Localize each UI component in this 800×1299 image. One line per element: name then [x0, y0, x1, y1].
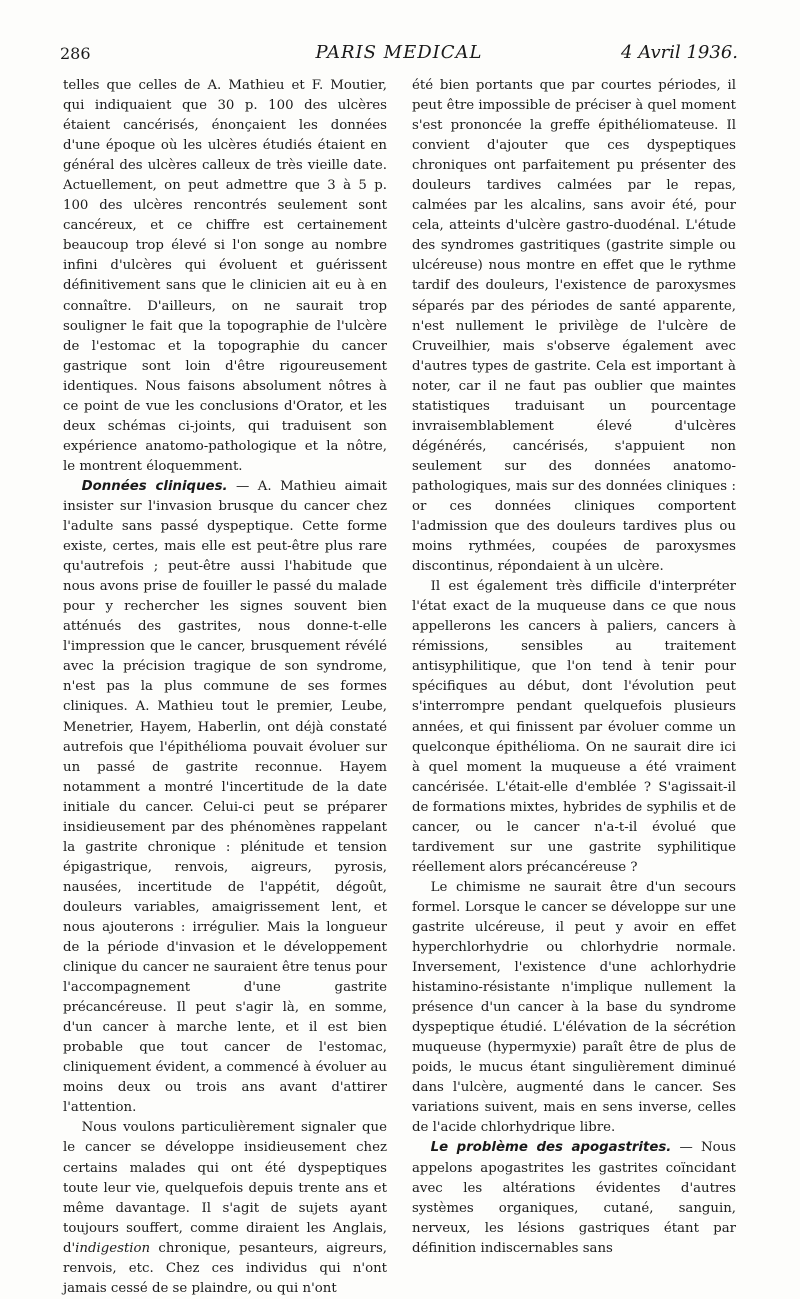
paragraph-text: — A. Mathieu aimait insister sur l'invasion brusque du cancer chez l'adulte sans passé dyspeptique. Cette forme existe, certes, mais elle est peut-être plus rare qu'autrefois ; peut-être aussi l'habitude que nous avons prise de fouiller le passé du malade pour y rechercher les signes souvent bien atténués des gastrites, nous donne-t-elle l'impression que le cancer, brusquement révélé avec la précision tragique de son syndrome, n'est pas la plus commune de ses formes cliniques. A. Mathieu tout le premier, Leube, Menetrier, Hayem, Haberlin, ont déjà constaté autrefois que l'épithélioma pouvait évoluer sur un passé de gastrite reconnue. Hayem notamment a montré l'incertitude de la date initiale du cancer. Celui-ci peut se préparer insidieusement par des phénomènes rappelant la gastrite chronique : plénitude et tension épigastrique, renvois, aigreurs, pyrosis, nausées, incertitude de l'appétit, dégoût, douleurs variables, amaigrissement lent, et nous ajouterons : irrégulier. Mais la longueur de la période d'invasion et le développement clinique du cancer ne sauraient être tenus pour l'accompagnement d'une gastrite précancéreuse. Il peut s'agir là, en somme, d'un cancer à marche lente, et il est bien probable que tout cancer de l'estomac, cliniquement évident, a commencé à évoluer au moins deux ou trois ans avant d'attirer l'attention. [63, 478, 387, 1116]
section-heading: Données cliniques. [81, 478, 228, 494]
italic-term: indigestion [75, 1240, 151, 1256]
paragraph: telles que celles de A. Mathieu et F. Moutier, qui indiquaient que 30 p. 100 des ulcères étaient cancérisés, énonçaient les données d'une époque où les ulcères étudiés étaient en général des ulcères calleux de très vieille date. Actuellement, on peut admettre que 3 à 5 p. 100 des ulcères rencontrés seulement sont cancéreux, et ce chiffre est certainement beaucoup trop élevé si l'on songe au nombre infini d'ulcères qui évoluent et guérissent définitivement sans que le clinicien ait eu à en connaître. D'ailleurs, on ne saurait trop souligner le fait que la topographie de l'ulcère de l'estomac et la topographie du cancer gastrique sont loin d'être rigoureusement identiques. Nous faisons absolument nôtres à ce point de vue les conclusions d'Orator, et les deux schémas ci-joints, qui traduisent son expérience anatomo-pathologique et la nôtre, le montrent éloquemment. [63, 78, 387, 474]
issue-date: 4 Avril 1936. [621, 42, 738, 63]
page-number: 286 [60, 44, 91, 63]
paragraph [63, 477, 387, 1119]
paragraph: Il est également très difficile d'interpréter l'état exact de la muqueuse dans ce que nous appellerons les cancers à paliers, cancers à rémissions, sensibles au traitement antisyphilitique, que l'on tend à tenir pour spécifiques au début, dont l'évolution peut s'interrompre pendant quelquefois plusieurs années, et qui finissent par évoluer comme un quelconque épithélioma. On ne saurait dire ici à quel moment la muqueuse a été vraiment cancérisée. L'était-elle d'emblée ? S'agissait-il de formations mixtes, hybrides de syphilis et de cancer, ou le cancer n'a-t-il évolué que tardivement sur une gastrite syphilitique réellement alors précancéreuse ? [412, 579, 736, 875]
section-heading: Le problème des apogastrites. [430, 1140, 672, 1156]
journal-title: PARIS MEDICAL [315, 42, 483, 63]
paragraph [412, 1138, 736, 1258]
page-header [60, 42, 738, 68]
paragraph: été bien portants que par courtes périodes, il peut être impossible de préciser à quel moment s'est prononcée la greffe épithéliomateuse. Il convient d'ajouter que ces dyspeptiques chroniques ont parfaitement pu présenter des douleurs tardives calmées par le repas, calmées par les alcalins, sans avoir été, pour cela, atteints d'ulcère gastro-duodénal. L'étude des syndromes gastritiques (gastrite simple ou ulcéreuse) nous montre en effet que le rythme tardif des douleurs, l'existence de paroxysmes séparés par des périodes de santé apparente, n'est nullement le privilège de l'ulcère de Cruveilhier, mais s'observe également avec d'autres types de gastrite. Cela est important à noter, car il ne faut pas oublier que maintes statistiques traduisant un pourcentage invraisemblablement élevé d'ulcères dégénérés, cancérisés, s'appuient non seulement sur des données anatomo-pathologiques, mais sur des données cliniques : or ces données cliniques comportent l'admission que des douleurs tardives plus ou moins rythmées, coupées de paroxysmes discontinus, répondaient à un ulcère. [412, 78, 736, 575]
right-column [412, 76, 736, 1259]
paragraph-text: Nous voulons particulièrement signaler que le cancer se développe insidieusement chez certains malades qui ont été dyspeptiques toute leur vie, quelquefois depuis trente ans et même davantage. Il s'agit de sujets ayant toujours souffert, comme diraient les Anglais, d' [63, 1120, 387, 1256]
paragraph-text: — Nous appelons apogastrites les gastrites coïncidant avec les altérations évidentes d'autres systèmes organiques, cutané, sanguin, nerveux, les lésions gastriques étant par définition indiscernables sans [412, 1140, 736, 1256]
left-column [63, 76, 387, 1299]
paragraph: Le chimisme ne saurait être d'un secours formel. Lorsque le cancer se développe sur une gastrite ulcéreuse, il peut y avoir en effet hyperchlorhydrie ou chlorhydrie normale. Inversement, l'existence d'une achlorhydrie histamino-résistante n'implique nullement la présence d'un cancer à la base du syndrome dyspeptique étudié. L'élévation de la sécrétion muqueuse (hypermyxie) paraît être de plus de poids, le mucus étant singulièrement diminué dans l'ulcère, augmenté dans le cancer. Ses variations suivent, mais en sens inverse, celles de l'acide chlorhydrique libre. [412, 879, 736, 1136]
paragraph-text: chronique, pesanteurs, aigreurs, renvois, etc. Chez ces individus qui n'ont jamais cessé de se plaindre, ou qui n'ont [63, 1240, 387, 1296]
